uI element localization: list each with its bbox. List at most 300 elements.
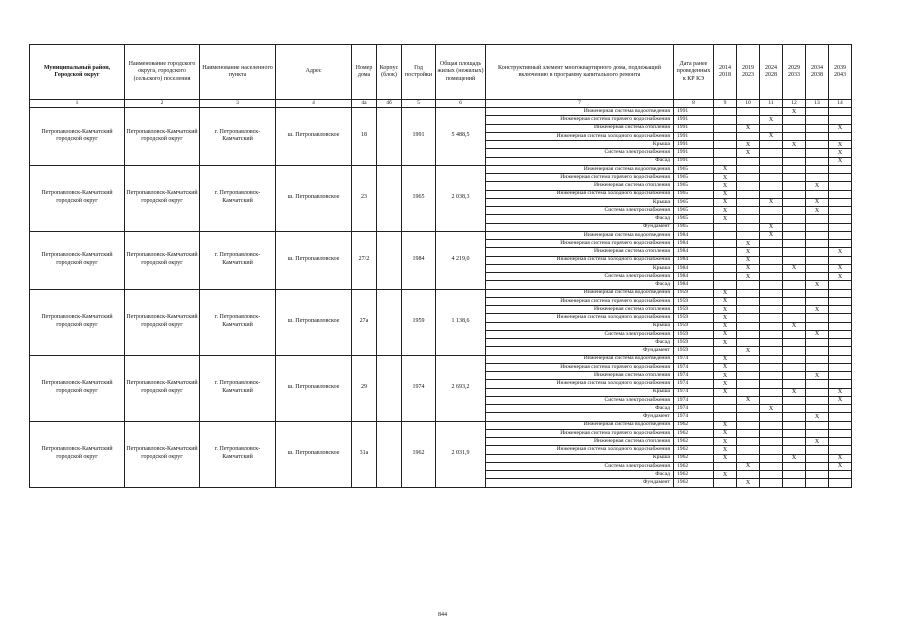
- prev-date-cell: 1962: [674, 454, 714, 462]
- table-row: [30, 165, 852, 173]
- period-mark-cell: [760, 479, 783, 487]
- element-name-cell: Крыша: [486, 322, 674, 330]
- prev-date-cell: 1959: [674, 314, 714, 322]
- period-mark-cell: [760, 256, 783, 264]
- period-mark-cell: [806, 289, 829, 297]
- period-mark-cell: [783, 157, 806, 165]
- prev-date-cell: 1959: [674, 306, 714, 314]
- period-mark-cell: [760, 421, 783, 429]
- period-mark-cell: [737, 471, 760, 479]
- district-cell: Петропавловск-Камчатский городской округ: [125, 108, 200, 166]
- period-mark-cell: [829, 116, 852, 124]
- prev-date-cell: 1984: [674, 231, 714, 239]
- period-mark-cell: [829, 190, 852, 198]
- period-mark-cell: X: [829, 248, 852, 256]
- period-mark-cell: [783, 462, 806, 470]
- prev-date-cell: 1974: [674, 380, 714, 388]
- period-mark-cell: [760, 264, 783, 272]
- header-row: [30, 45, 852, 100]
- period-mark-cell: [737, 182, 760, 190]
- period-mark-cell: [737, 297, 760, 305]
- header-period-4: 2029 2033: [783, 45, 806, 100]
- period-mark-cell: [783, 306, 806, 314]
- period-mark-cell: [760, 281, 783, 289]
- period-mark-cell: X: [714, 372, 737, 380]
- period-mark-cell: [806, 116, 829, 124]
- element-name-cell: Инженерная система отопления: [486, 248, 674, 256]
- period-mark-cell: [737, 421, 760, 429]
- period-mark-cell: X: [714, 421, 737, 429]
- header-year-built: Год постройки: [402, 45, 436, 100]
- settlement-cell: г. Петропавловск-Камчатский: [200, 289, 276, 355]
- period-mark-cell: [714, 281, 737, 289]
- table-row: [30, 421, 852, 429]
- period-mark-cell: [783, 471, 806, 479]
- period-mark-cell: [760, 363, 783, 371]
- period-mark-cell: [829, 240, 852, 248]
- building-cell: [377, 289, 402, 355]
- period-mark-cell: [806, 240, 829, 248]
- period-mark-cell: [783, 273, 806, 281]
- period-mark-cell: X: [714, 438, 737, 446]
- house-number-cell: 23: [352, 165, 377, 231]
- period-mark-cell: [783, 240, 806, 248]
- period-mark-cell: [760, 438, 783, 446]
- period-mark-cell: X: [737, 462, 760, 470]
- period-mark-cell: [737, 363, 760, 371]
- prev-date-cell: 1984: [674, 248, 714, 256]
- period-mark-cell: [783, 413, 806, 421]
- period-mark-cell: [760, 289, 783, 297]
- column-number: 9: [714, 100, 737, 108]
- column-number: 4б: [377, 100, 402, 108]
- period-mark-cell: X: [737, 347, 760, 355]
- period-mark-cell: X: [714, 297, 737, 305]
- period-mark-cell: [829, 198, 852, 206]
- period-mark-cell: X: [714, 165, 737, 173]
- element-name-cell: Фасад: [486, 471, 674, 479]
- period-mark-cell: X: [806, 207, 829, 215]
- municipality-cell: Петропавловск-Камчатский городской округ: [30, 421, 125, 487]
- period-mark-cell: [806, 479, 829, 487]
- period-mark-cell: [806, 462, 829, 470]
- header-period-3: 2024 2028: [760, 45, 783, 100]
- element-name-cell: Инженерная система водоотведения: [486, 165, 674, 173]
- prev-date-cell: 1959: [674, 322, 714, 330]
- prev-date-cell: 1962: [674, 438, 714, 446]
- period-mark-cell: X: [760, 116, 783, 124]
- period-mark-cell: X: [737, 396, 760, 404]
- period-mark-cell: [806, 339, 829, 347]
- year-built-cell: 1962: [402, 421, 436, 487]
- table-row: [30, 289, 852, 297]
- table-row: [30, 108, 852, 116]
- period-mark-cell: [783, 363, 806, 371]
- prev-date-cell: 1974: [674, 396, 714, 404]
- period-mark-cell: [829, 330, 852, 338]
- address-cell: ш. Петропавловское: [276, 421, 352, 487]
- period-mark-cell: X: [714, 182, 737, 190]
- period-mark-cell: [760, 174, 783, 182]
- period-mark-cell: [806, 347, 829, 355]
- address-cell: ш. Петропавловское: [276, 231, 352, 289]
- period-mark-cell: [760, 141, 783, 149]
- period-mark-cell: [829, 174, 852, 182]
- period-mark-cell: [737, 355, 760, 363]
- period-mark-cell: [783, 479, 806, 487]
- header-period-5: 2034 2038: [806, 45, 829, 100]
- period-mark-cell: [829, 256, 852, 264]
- area-cell: 4 219,0: [436, 231, 486, 289]
- column-number: 13: [806, 100, 829, 108]
- element-name-cell: Инженерная система холодного водоснабжения: [486, 314, 674, 322]
- period-mark-cell: [760, 248, 783, 256]
- period-mark-cell: [737, 289, 760, 297]
- period-mark-cell: [760, 330, 783, 338]
- element-name-cell: Инженерная система горячего водоснабжения: [486, 363, 674, 371]
- period-mark-cell: [760, 454, 783, 462]
- period-mark-cell: X: [737, 248, 760, 256]
- prev-date-cell: 1959: [674, 330, 714, 338]
- area-cell: 5 488,5: [436, 108, 486, 166]
- settlement-cell: г. Петропавловск-Камчатский: [200, 165, 276, 231]
- period-mark-cell: [737, 314, 760, 322]
- municipality-cell: Петропавловск-Камчатский городской округ: [30, 108, 125, 166]
- period-mark-cell: [760, 182, 783, 190]
- period-mark-cell: [806, 108, 829, 116]
- header-area: Общая площадь жилых (нежилых) помещений: [436, 45, 486, 100]
- period-mark-cell: [760, 380, 783, 388]
- period-mark-cell: X: [783, 454, 806, 462]
- period-mark-cell: X: [806, 198, 829, 206]
- period-mark-cell: [829, 355, 852, 363]
- period-mark-cell: X: [829, 149, 852, 157]
- period-mark-cell: [737, 330, 760, 338]
- header-settlement: Наименование населенного пункта: [200, 45, 276, 100]
- period-mark-cell: [806, 174, 829, 182]
- period-mark-cell: [806, 256, 829, 264]
- element-name-cell: Фасад: [486, 157, 674, 165]
- prev-date-cell: 1962: [674, 429, 714, 437]
- period-mark-cell: X: [714, 174, 737, 182]
- period-mark-cell: [783, 355, 806, 363]
- element-name-cell: Фундамент: [486, 413, 674, 421]
- period-mark-cell: [714, 231, 737, 239]
- element-name-cell: Инженерная система отопления: [486, 372, 674, 380]
- period-mark-cell: X: [760, 405, 783, 413]
- element-name-cell: Инженерная система горячего водоснабжения: [486, 174, 674, 182]
- period-mark-cell: X: [829, 462, 852, 470]
- period-mark-cell: [714, 132, 737, 140]
- period-mark-cell: [737, 438, 760, 446]
- period-mark-cell: [806, 454, 829, 462]
- period-mark-cell: X: [714, 198, 737, 206]
- district-cell: Петропавловск-Камчатский городской округ: [125, 289, 200, 355]
- period-mark-cell: [829, 413, 852, 421]
- period-mark-cell: [806, 388, 829, 396]
- building-cell: [377, 355, 402, 421]
- period-mark-cell: X: [737, 256, 760, 264]
- period-mark-cell: X: [806, 372, 829, 380]
- period-mark-cell: [806, 421, 829, 429]
- period-mark-cell: [783, 297, 806, 305]
- period-mark-cell: [714, 157, 737, 165]
- prev-date-cell: 1965: [674, 223, 714, 231]
- period-mark-cell: [806, 314, 829, 322]
- period-mark-cell: [783, 339, 806, 347]
- period-mark-cell: [714, 273, 737, 281]
- period-mark-cell: [760, 306, 783, 314]
- year-built-cell: 1984: [402, 231, 436, 289]
- period-mark-cell: [806, 190, 829, 198]
- header-municipality: Муниципальный район, Городской округ: [30, 45, 125, 100]
- prev-date-cell: 1965: [674, 207, 714, 215]
- period-mark-cell: [760, 273, 783, 281]
- period-mark-cell: [829, 438, 852, 446]
- period-mark-cell: [806, 124, 829, 132]
- period-mark-cell: [783, 174, 806, 182]
- column-number: 14: [829, 100, 852, 108]
- column-number-row: [30, 100, 852, 108]
- header-element: Конструктивный элемент многоквартирного дома, подлежащий включению в программу капитального ремонта: [486, 45, 674, 100]
- element-name-cell: Инженерная система водоотведения: [486, 289, 674, 297]
- prev-date-cell: 1991: [674, 108, 714, 116]
- element-name-cell: Система электроснабжения: [486, 462, 674, 470]
- column-number: 5: [402, 100, 436, 108]
- period-mark-cell: X: [714, 471, 737, 479]
- period-mark-cell: [806, 132, 829, 140]
- period-mark-cell: [737, 190, 760, 198]
- period-mark-cell: [737, 174, 760, 182]
- period-mark-cell: [806, 322, 829, 330]
- period-mark-cell: [714, 479, 737, 487]
- element-name-cell: Инженерная система холодного водоснабжения: [486, 256, 674, 264]
- element-name-cell: Фасад: [486, 215, 674, 223]
- period-mark-cell: [783, 182, 806, 190]
- element-name-cell: Фундамент: [486, 347, 674, 355]
- element-name-cell: Фундамент: [486, 479, 674, 487]
- building-cell: [377, 165, 402, 231]
- period-mark-cell: [760, 149, 783, 157]
- table-body: [30, 108, 852, 488]
- period-mark-cell: [737, 231, 760, 239]
- period-mark-cell: [829, 281, 852, 289]
- period-mark-cell: X: [714, 215, 737, 223]
- period-mark-cell: [760, 413, 783, 421]
- element-name-cell: Крыша: [486, 454, 674, 462]
- period-mark-cell: X: [829, 396, 852, 404]
- period-mark-cell: [783, 281, 806, 289]
- period-mark-cell: [806, 231, 829, 239]
- prev-date-cell: 1974: [674, 388, 714, 396]
- period-mark-cell: [760, 215, 783, 223]
- period-mark-cell: [783, 223, 806, 231]
- period-mark-cell: [783, 380, 806, 388]
- period-mark-cell: X: [714, 429, 737, 437]
- area-cell: 2 693,2: [436, 355, 486, 421]
- period-mark-cell: [760, 462, 783, 470]
- prev-date-cell: 1962: [674, 479, 714, 487]
- period-mark-cell: [760, 347, 783, 355]
- period-mark-cell: [760, 314, 783, 322]
- period-mark-cell: [714, 396, 737, 404]
- period-mark-cell: [806, 297, 829, 305]
- period-mark-cell: X: [714, 207, 737, 215]
- prev-date-cell: 1974: [674, 372, 714, 380]
- period-mark-cell: [806, 248, 829, 256]
- prev-date-cell: 1991: [674, 124, 714, 132]
- period-mark-cell: [806, 471, 829, 479]
- header-prev-date: Дата ранее проведенных к КР КЭ: [674, 45, 714, 100]
- period-mark-cell: X: [714, 355, 737, 363]
- period-mark-cell: [714, 240, 737, 248]
- period-mark-cell: [737, 281, 760, 289]
- period-mark-cell: [714, 116, 737, 124]
- building-cell: [377, 108, 402, 166]
- prev-date-cell: 1984: [674, 273, 714, 281]
- period-mark-cell: [760, 372, 783, 380]
- element-name-cell: Инженерная система холодного водоснабжения: [486, 190, 674, 198]
- period-mark-cell: [783, 198, 806, 206]
- element-name-cell: Крыша: [486, 264, 674, 272]
- period-mark-cell: [714, 256, 737, 264]
- period-mark-cell: [760, 207, 783, 215]
- house-number-cell: 31а: [352, 421, 377, 487]
- period-mark-cell: [783, 149, 806, 157]
- prev-date-cell: 1965: [674, 174, 714, 182]
- period-mark-cell: [829, 322, 852, 330]
- address-cell: ш. Петропавловское: [276, 355, 352, 421]
- header-house-number: Номер дома: [352, 45, 377, 100]
- period-mark-cell: [737, 372, 760, 380]
- period-mark-cell: X: [806, 306, 829, 314]
- element-name-cell: Инженерная система отопления: [486, 306, 674, 314]
- period-mark-cell: X: [714, 190, 737, 198]
- period-mark-cell: X: [829, 157, 852, 165]
- prev-date-cell: 1991: [674, 116, 714, 124]
- prev-date-cell: 1965: [674, 215, 714, 223]
- prev-date-cell: 1962: [674, 462, 714, 470]
- prev-date-cell: 1974: [674, 413, 714, 421]
- element-name-cell: Система электроснабжения: [486, 396, 674, 404]
- period-mark-cell: X: [737, 479, 760, 487]
- period-mark-cell: X: [783, 108, 806, 116]
- year-built-cell: 1974: [402, 355, 436, 421]
- capital-repair-table: [29, 44, 852, 488]
- period-mark-cell: [737, 132, 760, 140]
- prev-date-cell: 1965: [674, 190, 714, 198]
- settlement-cell: г. Петропавловск-Камчатский: [200, 108, 276, 166]
- element-name-cell: Система электроснабжения: [486, 149, 674, 157]
- period-mark-cell: [714, 223, 737, 231]
- period-mark-cell: [783, 256, 806, 264]
- period-mark-cell: X: [829, 124, 852, 132]
- period-mark-cell: [829, 314, 852, 322]
- element-name-cell: Инженерная система холодного водоснабжения: [486, 446, 674, 454]
- period-mark-cell: [829, 297, 852, 305]
- prev-date-cell: 1984: [674, 281, 714, 289]
- header-district: Наименование городского округа, городского (сельского) поселения: [125, 45, 200, 100]
- period-mark-cell: X: [806, 438, 829, 446]
- period-mark-cell: [737, 446, 760, 454]
- element-name-cell: Система электроснабжения: [486, 207, 674, 215]
- element-name-cell: Инженерная система водоотведения: [486, 355, 674, 363]
- period-mark-cell: X: [829, 273, 852, 281]
- period-mark-cell: [829, 347, 852, 355]
- period-mark-cell: [760, 471, 783, 479]
- period-mark-cell: [714, 141, 737, 149]
- column-number: 2: [125, 100, 200, 108]
- period-mark-cell: [737, 388, 760, 396]
- period-mark-cell: [783, 215, 806, 223]
- period-mark-cell: [737, 157, 760, 165]
- period-mark-cell: [714, 149, 737, 157]
- period-mark-cell: [806, 355, 829, 363]
- prev-date-cell: 1984: [674, 264, 714, 272]
- period-mark-cell: X: [829, 264, 852, 272]
- period-mark-cell: [760, 297, 783, 305]
- period-mark-cell: [737, 322, 760, 330]
- period-mark-cell: [806, 157, 829, 165]
- period-mark-cell: [737, 108, 760, 116]
- period-mark-cell: [783, 330, 806, 338]
- column-number: 6: [436, 100, 486, 108]
- element-name-cell: Фундамент: [486, 223, 674, 231]
- header-period-2: 2019 2023: [737, 45, 760, 100]
- period-mark-cell: X: [714, 388, 737, 396]
- period-mark-cell: [783, 116, 806, 124]
- element-name-cell: Инженерная система водоотведения: [486, 421, 674, 429]
- period-mark-cell: [783, 405, 806, 413]
- year-built-cell: 1965: [402, 165, 436, 231]
- period-mark-cell: [806, 429, 829, 437]
- prev-date-cell: 1959: [674, 347, 714, 355]
- prev-date-cell: 1974: [674, 405, 714, 413]
- prev-date-cell: 1984: [674, 256, 714, 264]
- period-mark-cell: [760, 446, 783, 454]
- element-name-cell: Инженерная система водоотведения: [486, 231, 674, 239]
- period-mark-cell: X: [829, 454, 852, 462]
- period-mark-cell: [714, 413, 737, 421]
- period-mark-cell: [806, 446, 829, 454]
- element-name-cell: Инженерная система горячего водоснабжения: [486, 429, 674, 437]
- period-mark-cell: [760, 388, 783, 396]
- municipality-cell: Петропавловск-Камчатский городской округ: [30, 231, 125, 289]
- period-mark-cell: X: [737, 149, 760, 157]
- period-mark-cell: [737, 413, 760, 421]
- column-number: 4а: [352, 100, 377, 108]
- prev-date-cell: 1962: [674, 446, 714, 454]
- prev-date-cell: 1991: [674, 132, 714, 140]
- period-mark-cell: [829, 429, 852, 437]
- period-mark-cell: X: [783, 264, 806, 272]
- period-mark-cell: X: [737, 264, 760, 272]
- prev-date-cell: 1974: [674, 363, 714, 371]
- element-name-cell: Инженерная система отопления: [486, 182, 674, 190]
- period-mark-cell: [829, 380, 852, 388]
- period-mark-cell: [737, 306, 760, 314]
- period-mark-cell: X: [783, 141, 806, 149]
- period-mark-cell: [737, 215, 760, 223]
- period-mark-cell: [829, 182, 852, 190]
- period-mark-cell: [783, 289, 806, 297]
- element-name-cell: Крыша: [486, 141, 674, 149]
- period-mark-cell: [783, 347, 806, 355]
- district-cell: Петропавловск-Камчатский городской округ: [125, 231, 200, 289]
- period-mark-cell: X: [760, 132, 783, 140]
- year-built-cell: 1959: [402, 289, 436, 355]
- district-cell: Петропавловск-Камчатский городской округ: [125, 355, 200, 421]
